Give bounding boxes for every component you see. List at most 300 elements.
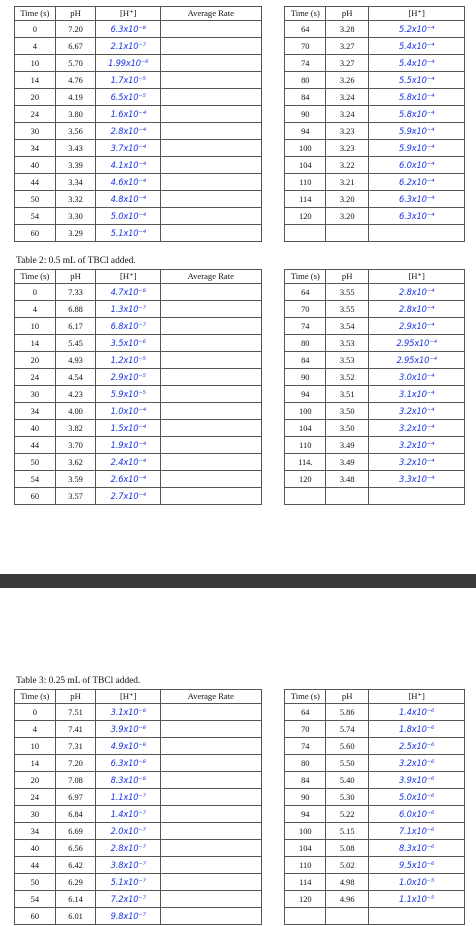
time-cell: 74 — [285, 55, 326, 72]
ph-cell: 7.31 — [55, 738, 96, 755]
h-conc-cell: 3.2x10⁻⁶ — [369, 755, 465, 772]
header-ph: pH — [326, 690, 369, 704]
ph-cell: 4.54 — [55, 369, 96, 386]
time-cell: 20 — [15, 772, 56, 789]
ph-cell: 4.98 — [326, 874, 369, 891]
ph-cell: 5.74 — [326, 721, 369, 738]
time-cell: 84 — [285, 772, 326, 789]
h-conc-cell: 3.2x10⁻⁴ — [369, 403, 465, 420]
table-row — [15, 386, 465, 403]
data-table-2 — [14, 269, 465, 505]
ph-cell: 3.22 — [326, 157, 369, 174]
h-conc-cell: 2.5x10⁻⁶ — [369, 738, 465, 755]
average-rate-cell — [161, 403, 262, 420]
h-conc-cell: 1.1x10⁻⁵ — [369, 891, 465, 908]
h-conc-cell: 1.0x10⁻⁵ — [369, 874, 465, 891]
time-cell: 114 — [285, 191, 326, 208]
gap-cell — [261, 488, 285, 505]
time-cell: 44 — [15, 437, 56, 454]
time-cell: 34 — [15, 823, 56, 840]
ph-cell: 6.67 — [55, 38, 96, 55]
ph-cell: 3.50 — [326, 403, 369, 420]
time-cell: 10 — [15, 318, 56, 335]
h-conc-cell: 6.8x10⁻⁷ — [96, 318, 161, 335]
gap-cell — [261, 420, 285, 437]
ph-cell: 6.01 — [55, 908, 96, 925]
h-conc-cell: 7.2x10⁻⁷ — [96, 891, 161, 908]
average-rate-cell — [161, 874, 262, 891]
h-conc-cell: 1.5x10⁻⁴ — [96, 420, 161, 437]
average-rate-cell — [161, 208, 262, 225]
ph-cell: 3.28 — [326, 21, 369, 38]
time-cell: 44 — [15, 857, 56, 874]
table-row — [15, 208, 465, 225]
average-rate-cell — [161, 704, 262, 721]
table-row — [15, 806, 465, 823]
h-conc-cell: 2.1x10⁻⁷ — [96, 38, 161, 55]
time-cell: 30 — [15, 806, 56, 823]
time-cell: 104 — [285, 420, 326, 437]
time-cell: 60 — [15, 908, 56, 925]
header-ph: pH — [55, 270, 96, 284]
ph-cell: 6.29 — [55, 874, 96, 891]
time-cell: 94 — [285, 806, 326, 823]
gap-cell — [261, 891, 285, 908]
h-conc-cell: 1.99x10⁻⁶ — [96, 55, 161, 72]
average-rate-cell — [161, 471, 262, 488]
ph-cell: 5.02 — [326, 857, 369, 874]
h-conc-cell: 3.2x10⁻⁴ — [369, 454, 465, 471]
page-2 — [0, 588, 476, 926]
h-conc-cell: 5.8x10⁻⁴ — [369, 106, 465, 123]
time-cell: 10 — [15, 738, 56, 755]
average-rate-cell — [161, 284, 262, 301]
average-rate-cell — [161, 174, 262, 191]
h-conc-cell: 2.9x10⁻⁵ — [96, 369, 161, 386]
gap-cell — [261, 89, 285, 106]
h-conc-cell: 3.1x10⁻⁴ — [369, 386, 465, 403]
time-cell: 34 — [15, 403, 56, 420]
time-cell: 70 — [285, 301, 326, 318]
gap-cell — [261, 738, 285, 755]
ph-cell: 6.97 — [55, 789, 96, 806]
ph-cell: 6.69 — [55, 823, 96, 840]
ph-cell — [326, 908, 369, 925]
h-conc-cell: 5.8x10⁻⁴ — [369, 89, 465, 106]
h-conc-cell: 2.9x10⁻⁴ — [369, 318, 465, 335]
time-cell: 64 — [285, 704, 326, 721]
gap-cell — [261, 857, 285, 874]
table-row — [15, 89, 465, 106]
header-h: [H⁺] — [369, 7, 465, 21]
table-row — [15, 55, 465, 72]
time-cell: 80 — [285, 755, 326, 772]
average-rate-cell — [161, 89, 262, 106]
gap-cell — [261, 908, 285, 925]
time-cell: 24 — [15, 106, 56, 123]
ph-cell: 3.56 — [55, 123, 96, 140]
average-rate-cell — [161, 840, 262, 857]
table-row — [15, 21, 465, 38]
time-cell: 0 — [15, 21, 56, 38]
h-conc-cell: 1.3x10⁻⁷ — [96, 301, 161, 318]
h-conc-cell — [369, 908, 465, 925]
ph-cell: 5.60 — [326, 738, 369, 755]
h-conc-cell: 1.4x10⁻⁶ — [369, 704, 465, 721]
ph-cell: 3.24 — [326, 89, 369, 106]
ph-cell: 3.20 — [326, 191, 369, 208]
table-row — [15, 301, 465, 318]
gap-cell — [261, 789, 285, 806]
ph-cell: 6.56 — [55, 840, 96, 857]
average-rate-cell — [161, 454, 262, 471]
time-cell: 14 — [15, 72, 56, 89]
ph-cell: 6.88 — [55, 301, 96, 318]
header-h: [H⁺] — [96, 690, 161, 704]
ph-cell: 3.24 — [326, 106, 369, 123]
table-row — [15, 721, 465, 738]
h-conc-cell: 2.7x10⁻⁴ — [96, 488, 161, 505]
ph-cell: 4.19 — [55, 89, 96, 106]
ph-cell: 3.30 — [55, 208, 96, 225]
ph-cell: 3.70 — [55, 437, 96, 454]
time-cell — [285, 225, 326, 242]
gap-cell — [261, 38, 285, 55]
table-3-caption: Table 3: 0.25 mL of TBCl added. — [16, 676, 141, 686]
h-conc-cell: 9.8x10⁻⁷ — [96, 908, 161, 925]
table-row — [15, 789, 465, 806]
average-rate-cell — [161, 140, 262, 157]
gap-cell — [261, 386, 285, 403]
time-cell: 90 — [285, 106, 326, 123]
gap-cell — [261, 208, 285, 225]
table-row — [15, 755, 465, 772]
gap-cell — [261, 403, 285, 420]
average-rate-cell — [161, 123, 262, 140]
ph-cell: 3.82 — [55, 420, 96, 437]
h-conc-cell: 5.1x10⁻⁷ — [96, 874, 161, 891]
time-cell: 30 — [15, 386, 56, 403]
h-conc-cell: 4.1x10⁻⁴ — [96, 157, 161, 174]
gap-cell — [261, 123, 285, 140]
h-conc-cell: 2.8x10⁻⁴ — [369, 284, 465, 301]
h-conc-cell: 5.2x10⁻⁴ — [369, 21, 465, 38]
h-conc-cell: 5.0x10⁻⁶ — [369, 789, 465, 806]
time-cell: 50 — [15, 191, 56, 208]
average-rate-cell — [161, 335, 262, 352]
average-rate-cell — [161, 225, 262, 242]
ph-cell: 3.53 — [326, 335, 369, 352]
time-cell: 120 — [285, 471, 326, 488]
ph-cell: 3.59 — [55, 471, 96, 488]
time-cell: 20 — [15, 352, 56, 369]
table-row — [15, 174, 465, 191]
gap-cell — [261, 21, 285, 38]
table-row — [15, 106, 465, 123]
h-conc-cell: 1.0x10⁻⁴ — [96, 403, 161, 420]
time-cell: 60 — [15, 488, 56, 505]
ph-cell: 6.84 — [55, 806, 96, 823]
header-rate: Average Rate — [161, 690, 262, 704]
ph-cell: 3.80 — [55, 106, 96, 123]
average-rate-cell — [161, 301, 262, 318]
time-cell: 70 — [285, 721, 326, 738]
header-time: Time (s) — [15, 690, 56, 704]
table-row — [15, 403, 465, 420]
data-table-1 — [14, 6, 465, 242]
gap-cell — [261, 806, 285, 823]
table-row — [15, 908, 465, 925]
ph-cell: 7.33 — [55, 284, 96, 301]
table-row — [15, 857, 465, 874]
gap-cell — [261, 7, 285, 21]
time-cell: 40 — [15, 157, 56, 174]
table-row — [15, 369, 465, 386]
h-conc-cell: 5.9x10⁻⁵ — [96, 386, 161, 403]
table-row — [15, 284, 465, 301]
time-cell: 100 — [285, 140, 326, 157]
h-conc-cell: 3.8x10⁻⁷ — [96, 857, 161, 874]
header-rate: Average Rate — [161, 270, 262, 284]
h-conc-cell — [369, 488, 465, 505]
gap-cell — [261, 335, 285, 352]
header-h: [H⁺] — [96, 7, 161, 21]
h-conc-cell: 2.4x10⁻⁴ — [96, 454, 161, 471]
h-conc-cell: 2.6x10⁻⁴ — [96, 471, 161, 488]
time-cell: 74 — [285, 738, 326, 755]
h-conc-cell: 4.8x10⁻⁴ — [96, 191, 161, 208]
average-rate-cell — [161, 55, 262, 72]
h-conc-cell: 4.6x10⁻⁴ — [96, 174, 161, 191]
gap-cell — [261, 721, 285, 738]
gap-cell — [261, 284, 285, 301]
average-rate-cell — [161, 191, 262, 208]
ph-cell: 3.48 — [326, 471, 369, 488]
h-conc-cell: 5.9x10⁻⁴ — [369, 123, 465, 140]
h-conc-cell: 1.2x10⁻⁵ — [96, 352, 161, 369]
average-rate-cell — [161, 437, 262, 454]
gap-cell — [261, 55, 285, 72]
gap-cell — [261, 437, 285, 454]
h-conc-cell: 5.5x10⁻⁴ — [369, 72, 465, 89]
h-conc-cell: 2.8x10⁻⁴ — [369, 301, 465, 318]
average-rate-cell — [161, 318, 262, 335]
h-conc-cell: 6.3x10⁻⁸ — [96, 21, 161, 38]
ph-cell: 5.50 — [326, 755, 369, 772]
ph-cell: 5.45 — [55, 335, 96, 352]
header-time: Time (s) — [15, 7, 56, 21]
table-header-row — [15, 270, 465, 284]
header-ph: pH — [55, 690, 96, 704]
h-conc-cell: 6.3x10⁻⁴ — [369, 191, 465, 208]
h-conc-cell: 3.7x10⁻⁴ — [96, 140, 161, 157]
time-cell: 64 — [285, 284, 326, 301]
time-cell: 74 — [285, 318, 326, 335]
time-cell — [285, 908, 326, 925]
h-conc-cell: 2.95x10⁻⁴ — [369, 335, 465, 352]
gap-cell — [261, 352, 285, 369]
gap-cell — [261, 270, 285, 284]
h-conc-cell: 3.1x10⁻⁸ — [96, 704, 161, 721]
gap-cell — [261, 471, 285, 488]
time-cell: 84 — [285, 352, 326, 369]
gap-cell — [261, 191, 285, 208]
time-cell: 44 — [15, 174, 56, 191]
ph-cell: 3.43 — [55, 140, 96, 157]
time-cell: 114 — [285, 874, 326, 891]
table-row — [15, 471, 465, 488]
table-row — [15, 72, 465, 89]
header-time: Time (s) — [285, 270, 326, 284]
table-row — [15, 318, 465, 335]
h-conc-cell: 4.9x10⁻⁸ — [96, 738, 161, 755]
time-cell: 110 — [285, 437, 326, 454]
gap-cell — [261, 225, 285, 242]
h-conc-cell: 1.1x10⁻⁷ — [96, 789, 161, 806]
h-conc-cell: 9.5x10⁻⁶ — [369, 857, 465, 874]
average-rate-cell — [161, 721, 262, 738]
time-cell: 94 — [285, 386, 326, 403]
time-cell: 54 — [15, 208, 56, 225]
time-cell: 84 — [285, 89, 326, 106]
ph-cell: 3.50 — [326, 420, 369, 437]
table-row — [15, 704, 465, 721]
header-h: [H⁺] — [369, 270, 465, 284]
h-conc-cell: 3.2x10⁻⁴ — [369, 420, 465, 437]
h-conc-cell — [369, 225, 465, 242]
gap-cell — [261, 72, 285, 89]
time-cell: 54 — [15, 891, 56, 908]
average-rate-cell — [161, 806, 262, 823]
gap-cell — [261, 369, 285, 386]
ph-cell: 3.51 — [326, 386, 369, 403]
average-rate-cell — [161, 386, 262, 403]
header-ph: pH — [326, 7, 369, 21]
ph-cell: 3.34 — [55, 174, 96, 191]
header-time: Time (s) — [15, 270, 56, 284]
header-time: Time (s) — [285, 7, 326, 21]
ph-cell: 3.27 — [326, 38, 369, 55]
time-cell: 70 — [285, 38, 326, 55]
ph-cell: 5.40 — [326, 772, 369, 789]
h-conc-cell: 3.9x10⁻⁸ — [96, 721, 161, 738]
time-cell: 4 — [15, 301, 56, 318]
time-cell: 114. — [285, 454, 326, 471]
time-cell: 60 — [15, 225, 56, 242]
header-time: Time (s) — [285, 690, 326, 704]
ph-cell — [326, 488, 369, 505]
h-conc-cell: 8.3x10⁻⁶ — [369, 840, 465, 857]
time-cell: 10 — [15, 55, 56, 72]
time-cell: 4 — [15, 38, 56, 55]
h-conc-cell: 2.0x10⁻⁷ — [96, 823, 161, 840]
h-conc-cell: 4.7x10⁻⁸ — [96, 284, 161, 301]
ph-cell: 4.76 — [55, 72, 96, 89]
time-cell: 4 — [15, 721, 56, 738]
time-cell: 80 — [285, 335, 326, 352]
time-cell: 104 — [285, 157, 326, 174]
average-rate-cell — [161, 908, 262, 925]
table-row — [15, 772, 465, 789]
average-rate-cell — [161, 106, 262, 123]
h-conc-cell: 5.0x10⁻⁴ — [96, 208, 161, 225]
table-row — [15, 157, 465, 174]
table-row — [15, 352, 465, 369]
table-row — [15, 738, 465, 755]
time-cell: 94 — [285, 123, 326, 140]
table-row — [15, 123, 465, 140]
time-cell: 54 — [15, 471, 56, 488]
ph-cell: 3.27 — [326, 55, 369, 72]
table-2-caption: Table 2: 0.5 mL of TBCl added. — [16, 256, 136, 266]
h-conc-cell: 1.9x10⁻⁴ — [96, 437, 161, 454]
h-conc-cell: 6.5x10⁻⁵ — [96, 89, 161, 106]
h-conc-cell: 2.8x10⁻⁴ — [96, 123, 161, 140]
h-conc-cell: 6.3x10⁻⁴ — [369, 208, 465, 225]
ph-cell: 5.15 — [326, 823, 369, 840]
h-conc-cell: 5.9x10⁻⁴ — [369, 140, 465, 157]
ph-cell: 3.21 — [326, 174, 369, 191]
h-conc-cell: 5.4x10⁻⁴ — [369, 38, 465, 55]
time-cell: 104 — [285, 840, 326, 857]
ph-cell: 3.57 — [55, 488, 96, 505]
ph-cell: 3.52 — [326, 369, 369, 386]
average-rate-cell — [161, 789, 262, 806]
table-row — [15, 191, 465, 208]
average-rate-cell — [161, 21, 262, 38]
time-cell: 100 — [285, 823, 326, 840]
ph-cell: 3.49 — [326, 437, 369, 454]
h-conc-cell: 1.7x10⁻⁵ — [96, 72, 161, 89]
h-conc-cell: 3.5x10⁻⁶ — [96, 335, 161, 352]
ph-cell — [326, 225, 369, 242]
ph-cell: 7.20 — [55, 21, 96, 38]
ph-cell: 3.39 — [55, 157, 96, 174]
ph-cell: 4.23 — [55, 386, 96, 403]
ph-cell: 3.23 — [326, 123, 369, 140]
table-row — [15, 823, 465, 840]
ph-cell: 3.32 — [55, 191, 96, 208]
gap-cell — [261, 174, 285, 191]
header-h: [H⁺] — [96, 270, 161, 284]
time-cell: 0 — [15, 284, 56, 301]
time-cell — [285, 488, 326, 505]
ph-cell: 5.08 — [326, 840, 369, 857]
h-conc-cell: 8.3x10⁻⁸ — [96, 772, 161, 789]
table-header-row — [15, 7, 465, 21]
time-cell: 24 — [15, 369, 56, 386]
ph-cell: 3.20 — [326, 208, 369, 225]
time-cell: 40 — [15, 420, 56, 437]
average-rate-cell — [161, 38, 262, 55]
time-cell: 90 — [285, 789, 326, 806]
time-cell: 50 — [15, 454, 56, 471]
header-ph: pH — [326, 270, 369, 284]
time-cell: 14 — [15, 335, 56, 352]
h-conc-cell: 2.95x10⁻⁴ — [369, 352, 465, 369]
ph-cell: 3.49 — [326, 454, 369, 471]
gap-cell — [261, 301, 285, 318]
average-rate-cell — [161, 488, 262, 505]
average-rate-cell — [161, 772, 262, 789]
h-conc-cell: 3.2x10⁻⁴ — [369, 437, 465, 454]
h-conc-cell: 1.4x10⁻⁷ — [96, 806, 161, 823]
time-cell: 20 — [15, 89, 56, 106]
time-cell: 90 — [285, 369, 326, 386]
h-conc-cell: 1.8x10⁻⁶ — [369, 721, 465, 738]
gap-cell — [261, 874, 285, 891]
ph-cell: 3.55 — [326, 284, 369, 301]
